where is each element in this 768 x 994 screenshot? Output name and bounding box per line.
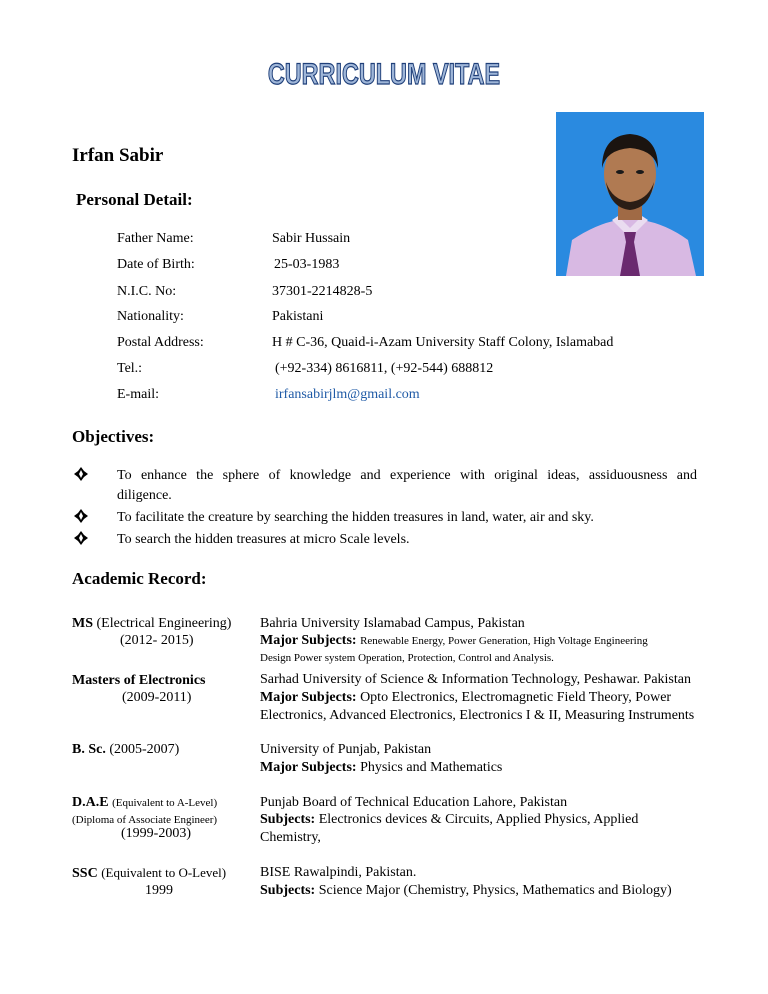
nationality-value: Pakistani <box>272 309 324 324</box>
bullet-diamond-icon <box>74 509 88 528</box>
bsc-subjects: Major Subjects: Physics and Mathematics <box>260 760 503 775</box>
bsc-degree: B. Sc. (2005-2007) <box>72 742 180 757</box>
masters-subjects: Major Subjects: Opto Electronics, Electromagnetic Field Theory, Power <box>260 690 672 705</box>
tel-value: (+92-334) 8616811, (+92-544) 688812 <box>275 361 494 376</box>
dob-value: 25-03-1983 <box>274 257 340 272</box>
masters-degree: Masters of Electronics <box>72 673 206 688</box>
masters-institution: Sarhad University of Science & Information Technology, Peshawar. Pakistan <box>260 672 691 687</box>
profile-photo-illustration <box>556 112 704 276</box>
dae-subjects-cont: Chemistry, <box>260 830 321 845</box>
nic-label: N.I.C. No: <box>117 284 177 299</box>
nic-value: 37301-2214828-5 <box>272 284 373 299</box>
father-name-label: Father Name: <box>117 231 194 246</box>
ms-years: (2012- 2015) <box>120 633 194 648</box>
ssc-years: 1999 <box>145 883 173 898</box>
candidate-name: Irfan Sabir <box>72 145 164 166</box>
dob-label: Date of Birth: <box>117 257 195 272</box>
objective-2: To facilitate the creature by searching the hidden treasures in land, water, air and sky. <box>117 510 594 525</box>
bsc-institution: University of Punjab, Pakistan <box>260 742 432 757</box>
ms-degree: MS (Electrical Engineering) <box>72 616 232 631</box>
ssc-degree: SSC (Equivalent to O-Level) <box>72 865 227 881</box>
personal-detail-heading: Personal Detail: <box>76 190 193 209</box>
tel-label: Tel.: <box>117 361 143 376</box>
bullet-diamond-icon <box>74 467 88 486</box>
email-link[interactable]: irfansabirjlm@gmail.com <box>275 387 420 402</box>
profile-photo <box>556 112 704 276</box>
ssc-subjects: Subjects: Science Major (Chemistry, Physics, Mathematics and Biology) <box>260 883 672 898</box>
dae-note: (Diploma of Associate Engineer) <box>72 814 218 826</box>
father-name-value: Sabir Hussain <box>272 231 351 246</box>
objective-1-line1: To enhance the sphere of knowledge and experience with original ideas, assiduousness and <box>117 468 697 483</box>
objective-1-line2: diligence. <box>117 488 172 503</box>
ms-subjects: Major Subjects: Renewable Energy, Power Generation, High Voltage Engineering <box>260 633 648 648</box>
ms-subjects-cont: Design Power system Operation, Protection, Control and Analysis. <box>260 652 554 664</box>
ssc-institution: BISE Rawalpindi, Pakistan. <box>260 865 417 880</box>
dae-subjects: Subjects: Electronics devices & Circuits, Applied Physics, Applied <box>260 812 639 827</box>
academic-heading: Academic Record: <box>72 569 207 588</box>
nationality-label: Nationality: <box>117 309 184 324</box>
masters-years: (2009-2011) <box>122 690 192 705</box>
email-label: E-mail: <box>117 387 159 402</box>
objective-3: To search the hidden treasures at micro Scale levels. <box>117 532 410 547</box>
postal-address-value: H # C-36, Quaid-i-Azam University Staff Colony, Islamabad <box>272 335 614 350</box>
objectives-heading: Objectives: <box>72 427 155 446</box>
ms-institution: Bahria University Islamabad Campus, Pakistan <box>260 616 525 631</box>
dae-institution: Punjab Board of Technical Education Lahore, Pakistan <box>260 795 568 810</box>
dae-years: (1999-2003) <box>121 826 191 841</box>
masters-subjects-cont: Electronics, Advanced Electronics, Electronics I & II, Measuring Instruments <box>260 708 695 723</box>
bullet-diamond-icon <box>74 531 88 550</box>
dae-degree: D.A.E (Equivalent to A-Level) <box>72 795 218 810</box>
postal-address-label: Postal Address: <box>117 335 204 350</box>
document-title: CURRICULUM VITAE <box>267 58 501 91</box>
